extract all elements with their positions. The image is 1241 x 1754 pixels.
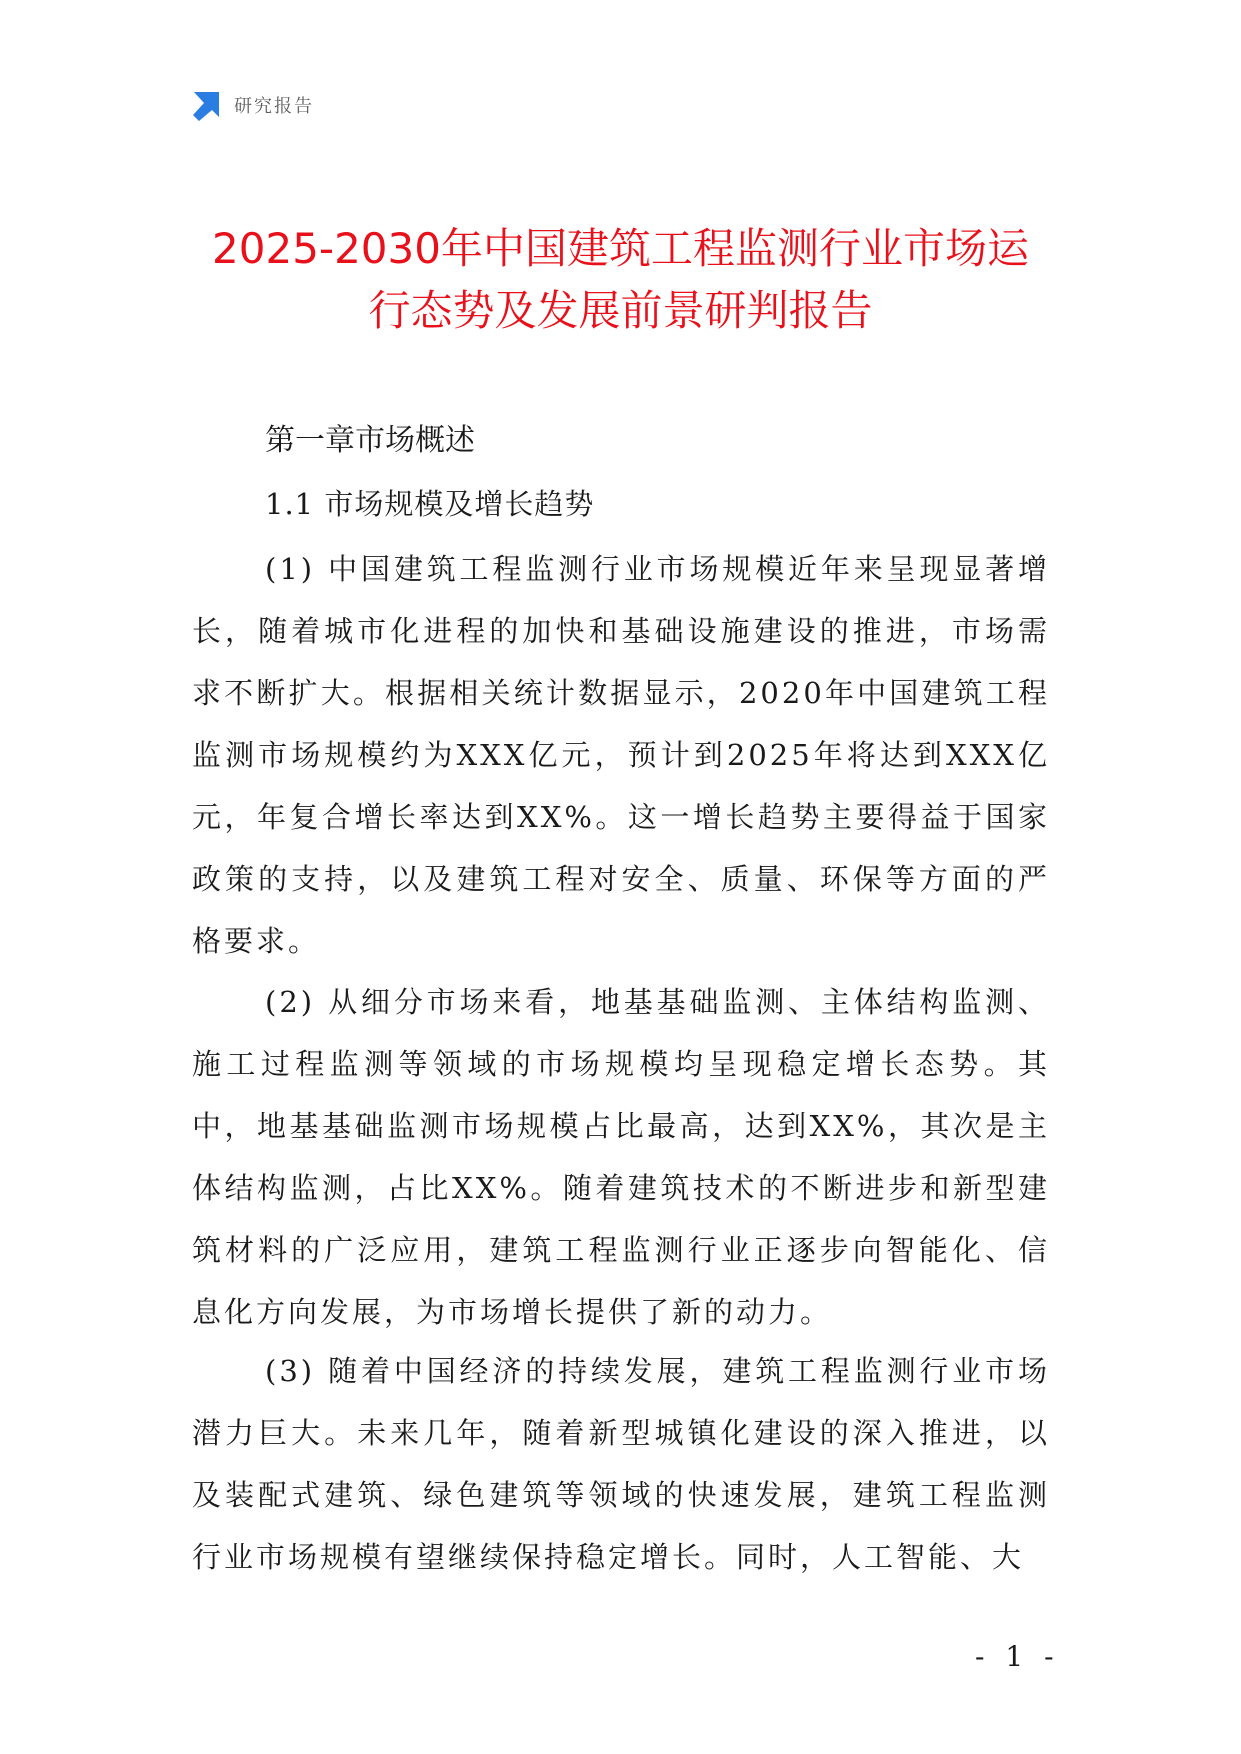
paragraph-2: (2) 从细分市场来看，地基基础监测、主体结构监测、施工过程监测等领域的市场规模均呈现稳定增长态势。其中，地基基础监测市场规模占比最高，达到XX%，其次是主体结构监测，占比XX%。随着建筑技术的不断进步和新型建筑材料的广泛应用，建筑工程监测行业正逐步向智能化、信息化方向发展，为市场增长提供了新的动力。: [192, 985, 1050, 1329]
paragraph-1: (1) 中国建筑工程监测行业市场规模近年来呈现显著增长，随着城市化进程的加快和基础设施建设的推进，市场需求不断扩大。根据相关统计数据显示，2020年中国建筑工程监测市场规模约为XXX亿元，预计到2025年将达到XXX亿元，年复合增长率达到XX%。这一增长趋势主要得益于国家政策的支持，以及建筑工程对安全、质量、环保等方面的严格要求。: [192, 552, 1050, 958]
chapter-heading: 第一章市场概述: [265, 423, 475, 458]
page-number: - 1 -: [975, 1640, 1060, 1673]
paragraph-3: (3) 随着中国经济的持续发展，建筑工程监测行业市场潜力巨大。未来几年，随着新型城镇化建设的深入推进，以及装配式建筑、绿色建筑等领域的快速发展，建筑工程监测行业市场规模有望继续保持稳定增长。同时，人工智能、大: [192, 1354, 1050, 1574]
report-title: [160, 218, 1081, 342]
arrow-up-right-icon: [190, 89, 222, 121]
report-header: [190, 88, 314, 122]
report-title-line-2: 行态势及发展前景研判报告: [368, 286, 873, 335]
section-heading: 1.1 市场规模及增长趋势: [265, 487, 595, 521]
header-label: 研究报告: [234, 96, 314, 117]
report-title-line-1: 2025-2030年中国建筑工程监测行业市场运: [212, 224, 1029, 273]
